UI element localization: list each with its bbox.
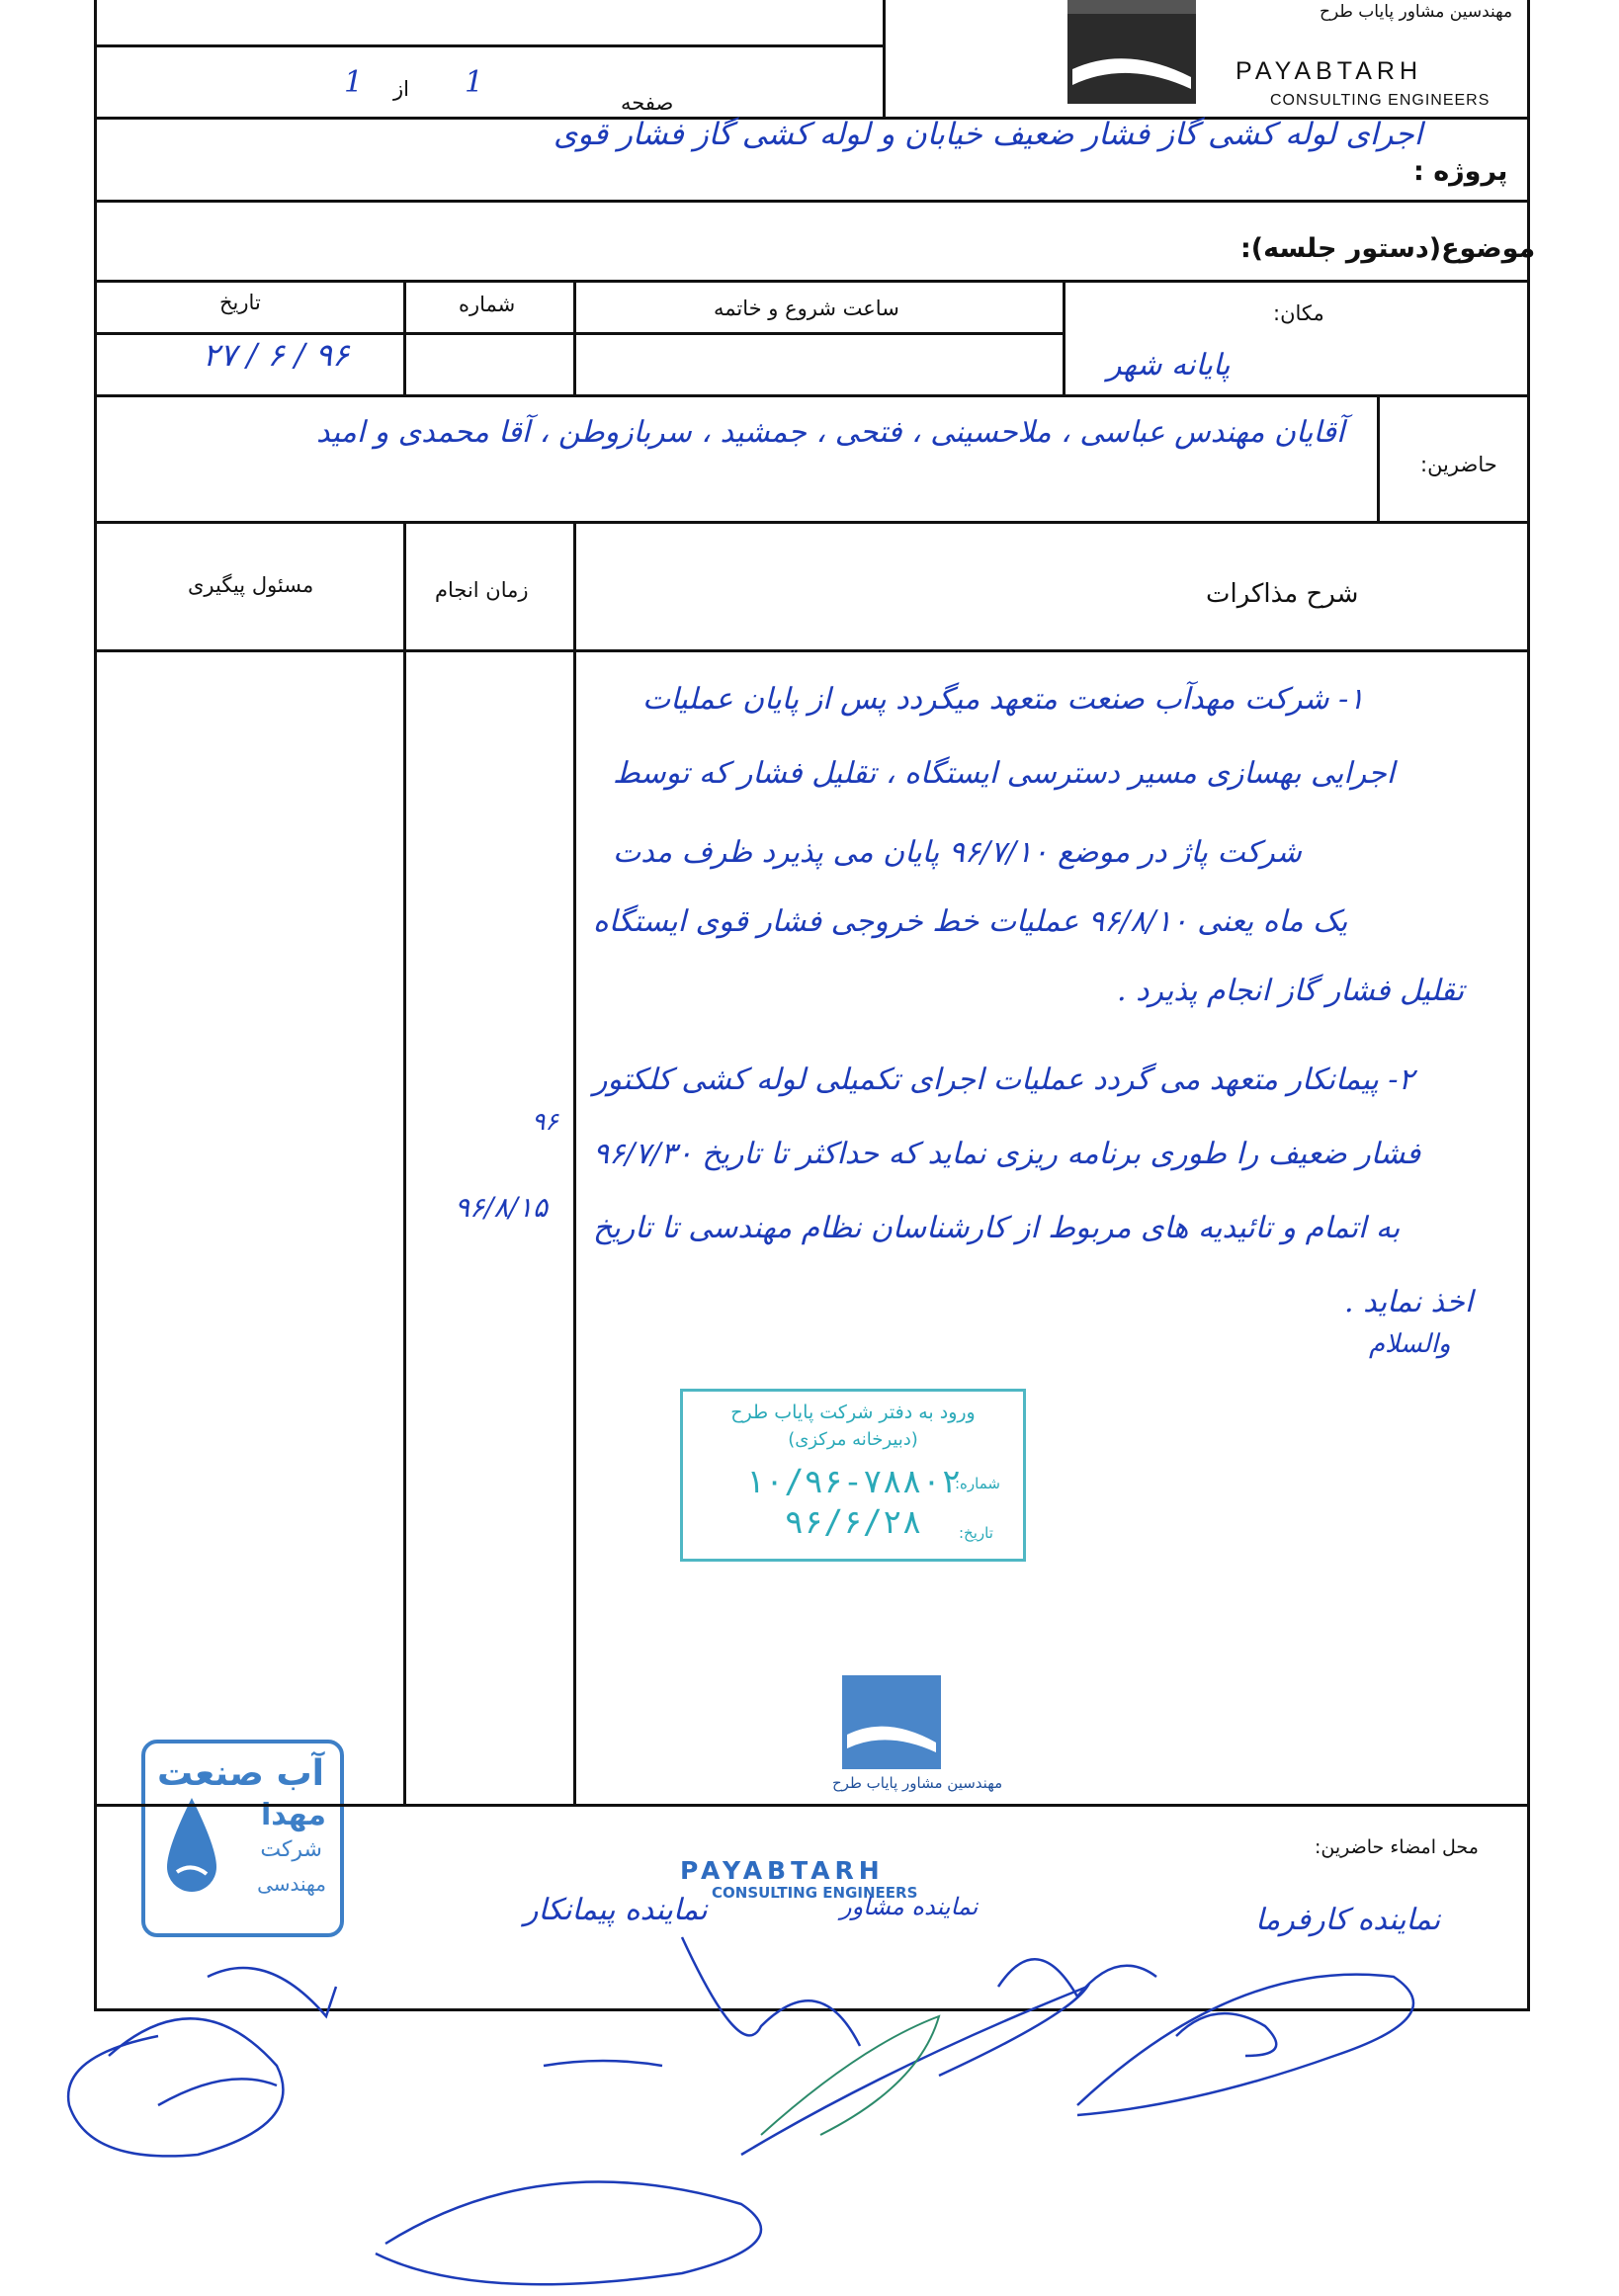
stamp-line1: ورود به دفتر شرکت پایاب طرح [730, 1402, 976, 1423]
project-label: پروژه : [1413, 156, 1508, 187]
payabtarh-logo-icon [1067, 0, 1196, 104]
date-label: تاریخ [219, 291, 261, 314]
consultant-rep-label: نماینده مشاور [840, 1893, 979, 1920]
minutes-line: به اتمام و تائیدیه های مربوط از کارشناسان نظام مهندسی تا تاریخ [593, 1211, 1401, 1245]
header-logo [1067, 0, 1196, 104]
rule-attendees-bottom [94, 521, 1530, 524]
signature-scribble-6 [741, 1987, 1087, 2155]
contractor-rep-label: نماینده پیمانکار [524, 1893, 708, 1927]
rule-meta-2 [573, 280, 576, 396]
rule-meta-bottom [94, 394, 1530, 397]
project-value: اجرای لوله کشی گاز فشار ضعیف خیابان و لوله کشی گاز فشار قوی [554, 117, 1423, 152]
signature-scribble-4 [376, 2182, 761, 2285]
signature-scribble-2 [158, 2079, 277, 2105]
page-label: صفحه [621, 91, 674, 115]
subject-label: موضوع(دستور جلسه): [1240, 233, 1536, 264]
col-minutes-header: شرح مذاکرات [1206, 579, 1359, 609]
signature-scribble-10 [544, 2061, 662, 2066]
page-of-label: از [393, 77, 409, 101]
mahdab-stamp-line4: مهندسی [257, 1872, 326, 1896]
header-company-fa: مهندسین مشاور پایاب طرح [1320, 2, 1513, 22]
footer-logo [842, 1675, 941, 1769]
attendees-label: حاضرین: [1420, 453, 1497, 476]
rule-meta-mid [94, 332, 1065, 335]
minutes-line: اخذ نماید . [1344, 1285, 1474, 1319]
page-current: 1 [465, 65, 484, 100]
mahdab-stamp-line1: آب صنعت [157, 1753, 324, 1794]
stamp-date: ۹۶/۶/۲۸ [784, 1502, 922, 1541]
minutes-line: ۱- شرکت مهدآب صنعت متعهد میگردد پس از پایان عملیات [642, 682, 1365, 717]
rule-project-bottom [94, 200, 1530, 203]
minutes-line: ۲- پیمانکار متعهد می گردد عملیات اجرای تکمیلی لوله کشی کلکتور [593, 1063, 1414, 1097]
rule-col-time [573, 521, 576, 1806]
minutes-line: تقلیل فشار گاز انجام پذیرد . [1117, 974, 1465, 1008]
signature-scribble-11 [761, 2016, 939, 2135]
signature-scribble-5 [682, 1937, 860, 2046]
place-label: مکان: [1273, 301, 1324, 325]
date-value: ۹۶ / ۶ / ۲۷ [203, 336, 350, 374]
stamp-line2: (دبیرخانه مرکزی) [788, 1429, 918, 1450]
time-value: ۹۶ [532, 1107, 558, 1136]
mahdab-stamp-line3: شرکت [260, 1837, 322, 1862]
stamp-number-label: شماره: [955, 1475, 1000, 1492]
page-total: 1 [344, 65, 364, 100]
minutes-line: یک ماه یعنی ۹۶/۸/۱۰ عملیات خط خروجی فشار قوی ایستگاه [593, 904, 1348, 939]
signatures-scribbles [49, 1908, 1492, 2296]
number-label: شماره [459, 293, 516, 316]
rule-signature-top [94, 1804, 1530, 1807]
signature-scribble-3 [208, 1968, 336, 2016]
time-label: ساعت شروع و خاتمه [714, 297, 899, 320]
signature-scribble-8 [1077, 1975, 1413, 2115]
stamp-date-label: تاریخ: [959, 1524, 993, 1542]
employer-rep-label: نماینده کارفرما [1255, 1903, 1441, 1937]
rule-table-header-bottom [94, 649, 1530, 652]
rule-header-divider [883, 0, 886, 119]
rule-col-resp [403, 521, 406, 1806]
signatures-label: محل امضاء حاضرین: [1315, 1836, 1479, 1858]
col-resp-header: مسئول پیگیری [188, 573, 314, 597]
stamp-number: ۱۰/۹۶-۷۸۸۰۲ [744, 1462, 962, 1500]
header-company-en-sub: CONSULTING ENGINEERS [1270, 92, 1491, 109]
footer-logo-fa: مهندسین مشاور پایاب طرح [832, 1774, 1003, 1792]
attendees-value: آقایان مهندس عباسی ، ملاحسینی ، فتحی ، جمشید ، سربازوطن ، آقا محمدی و امید [316, 415, 1345, 450]
minutes-line: فشار ضعیف را طوری برنامه ریزی نماید که حداکثر تا تاریخ ۹۶/۷/۳۰ [593, 1137, 1421, 1171]
rule-top [94, 44, 885, 47]
footer-logo-en-sub: CONSULTING ENGINEERS [712, 1884, 918, 1902]
signature-scribble-1 [68, 2018, 283, 2156]
mahdab-stamp-line2: مهدا [261, 1798, 326, 1832]
rule-subject-bottom [94, 280, 1530, 283]
header-company-en: PAYABTARH [1236, 57, 1423, 85]
minutes-line: شرکت پاژ در موضع ۹۶/۷/۱۰ پایان می پذیرد ظرف مدت [613, 835, 1302, 870]
rule-meta-1 [403, 280, 406, 396]
place-value: پایانه شهر [1107, 348, 1231, 383]
rule-attendees-divider [1377, 394, 1380, 523]
time-value: ۹۶/۸/۱۵ [455, 1191, 549, 1224]
rule-meta-3 [1063, 280, 1065, 396]
minutes-line: والسلام [1369, 1329, 1451, 1359]
col-time-header: زمان انجام [435, 578, 529, 602]
water-drop-icon [157, 1793, 226, 1902]
payabtarh-logo-icon [842, 1675, 941, 1769]
footer-logo-en: PAYABTARH [680, 1856, 885, 1885]
minutes-line: اجرایی بهسازی مسیر دسترسی ایستگاه ، تقلیل فشار که توسط [613, 756, 1396, 791]
